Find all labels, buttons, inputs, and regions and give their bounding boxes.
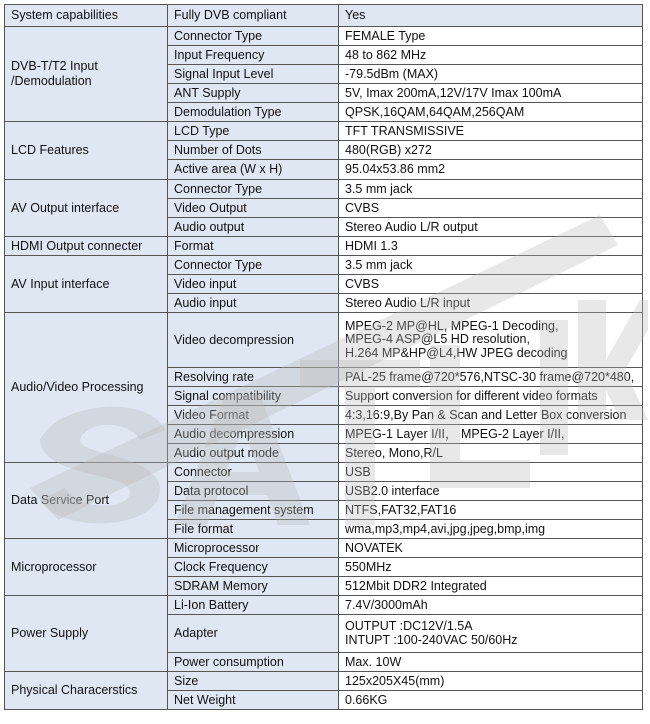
- feature-label: Demodulation Type: [168, 103, 339, 122]
- feature-value: -79.5dBm (MAX): [339, 65, 643, 84]
- spec-row: [5, 122, 643, 141]
- category-physical-characerstics: Physical Characerstics: [5, 672, 168, 710]
- feature-label: Resolving rate: [168, 368, 339, 387]
- feature-value: 3.5 mm jack: [339, 256, 643, 275]
- feature-value: CVBS: [339, 275, 643, 294]
- feature-label: Connector Type: [168, 180, 339, 199]
- feature-label: Adapter: [168, 615, 339, 653]
- spec-row: [5, 313, 643, 368]
- feature-label: Audio input: [168, 294, 339, 313]
- feature-value: TFT TRANSMISSIVE: [339, 122, 643, 141]
- feature-value: Stereo, Mono,R/L: [339, 444, 643, 463]
- feature-value: 550MHz: [339, 558, 643, 577]
- feature-value: Support conversion for different video formats: [339, 387, 643, 406]
- spec-table: [4, 4, 643, 710]
- feature-value: Max. 10W: [339, 653, 643, 672]
- feature-label: Li-Ion Battery: [168, 596, 339, 615]
- header-answer: Yes: [339, 5, 643, 27]
- feature-label: Format: [168, 237, 339, 256]
- feature-label: Net Weight: [168, 691, 339, 710]
- feature-value: 4:3,16:9,By Pan & Scan and Letter Box conversion: [339, 406, 643, 425]
- feature-value: CVBS: [339, 199, 643, 218]
- feature-label: Connector Type: [168, 27, 339, 46]
- feature-value: 7.4V/3000mAh: [339, 596, 643, 615]
- feature-label: Video input: [168, 275, 339, 294]
- category-microprocessor: Microprocessor: [5, 539, 168, 596]
- feature-label: Signal compatibility: [168, 387, 339, 406]
- feature-value: USB: [339, 463, 643, 482]
- feature-value: NOVATEK: [339, 539, 643, 558]
- feature-value: Stereo Audio L/R input: [339, 294, 643, 313]
- spec-row: [5, 596, 643, 615]
- feature-label: Number of Dots: [168, 141, 339, 160]
- feature-value: 512Mbit DDR2 Integrated: [339, 577, 643, 596]
- category-dvb-t-t2-input-demodulation: DVB-T/T2 Input /Demodulation: [5, 27, 168, 122]
- category-av-input-interface: AV Input interface: [5, 256, 168, 313]
- feature-label: Audio output mode: [168, 444, 339, 463]
- feature-label: Active area (W x H): [168, 160, 339, 180]
- feature-label: Audio output: [168, 218, 339, 237]
- header-compliance: Fully DVB compliant: [168, 5, 339, 27]
- header-capabilities: System capabilities: [5, 5, 168, 27]
- feature-label: Microprocessor: [168, 539, 339, 558]
- category-data-service-port: Data Service Port: [5, 463, 168, 539]
- spec-row: [5, 180, 643, 199]
- spec-row: [5, 672, 643, 691]
- feature-label: File format: [168, 520, 339, 539]
- spec-row: [5, 27, 643, 46]
- feature-value: QPSK,16QAM,64QAM,256QAM: [339, 103, 643, 122]
- feature-label: ANT Supply: [168, 84, 339, 103]
- feature-label: Video Format: [168, 406, 339, 425]
- feature-value: PAL-25 frame@720*576,NTSC-30 frame@720*480,: [339, 368, 643, 387]
- feature-value: MPEG-2 MP@HL, MPEG-1 Decoding, MPEG-4 ASP@L5 HD resolution, H.264 MP&HP@L4,HW JPEG decoding: [339, 313, 643, 368]
- feature-value: FEMALE Type: [339, 27, 643, 46]
- spec-row: [5, 463, 643, 482]
- feature-label: Input Frequency: [168, 46, 339, 65]
- feature-value: 3.5 mm jack: [339, 180, 643, 199]
- feature-label: Size: [168, 672, 339, 691]
- feature-value: wma,mp3,mp4,avi,jpg,jpeg,bmp,img: [339, 520, 643, 539]
- feature-label: SDRAM Memory: [168, 577, 339, 596]
- feature-label: Signal Input Level: [168, 65, 339, 84]
- feature-label: File management system: [168, 501, 339, 520]
- feature-label: Connector Type: [168, 256, 339, 275]
- category-power-supply: Power Supply: [5, 596, 168, 672]
- feature-value: NTFS,FAT32,FAT16: [339, 501, 643, 520]
- feature-label: Clock Frequency: [168, 558, 339, 577]
- category-audio-video-processing: Audio/Video Processing: [5, 313, 168, 463]
- category-av-output-interface: AV Output interface: [5, 180, 168, 237]
- spec-row: [5, 256, 643, 275]
- feature-label: Audio decompression: [168, 425, 339, 444]
- feature-value: HDMI 1.3: [339, 237, 643, 256]
- feature-label: LCD Type: [168, 122, 339, 141]
- feature-value: 480(RGB) x272: [339, 141, 643, 160]
- feature-value: 95.04x53.86 mm2: [339, 160, 643, 180]
- feature-label: Video Output: [168, 199, 339, 218]
- feature-label: Video decompression: [168, 313, 339, 368]
- feature-value: MPEG-1 Layer I/II， MPEG-2 Layer I/II,: [339, 425, 643, 444]
- spec-row: [5, 539, 643, 558]
- feature-label: Power consumption: [168, 653, 339, 672]
- category-lcd-features: LCD Features: [5, 122, 168, 180]
- feature-value: 5V, Imax 200mA,12V/17V Imax 100mA: [339, 84, 643, 103]
- feature-value: OUTPUT :DC12V/1.5A INTUPT :100-240VAC 50/60Hz: [339, 615, 643, 653]
- feature-value: Stereo Audio L/R output: [339, 218, 643, 237]
- spec-table-body: [5, 5, 643, 710]
- header-row: [5, 5, 643, 27]
- feature-label: Data protocol: [168, 482, 339, 501]
- feature-value: 0.66KG: [339, 691, 643, 710]
- spec-row: [5, 237, 643, 256]
- category-hdmi-output-connecter: HDMI Output connecter: [5, 237, 168, 256]
- feature-value: 48 to 862 MHz: [339, 46, 643, 65]
- feature-value: USB2.0 interface: [339, 482, 643, 501]
- feature-label: Connector: [168, 463, 339, 482]
- feature-value: 125x205X45(mm): [339, 672, 643, 691]
